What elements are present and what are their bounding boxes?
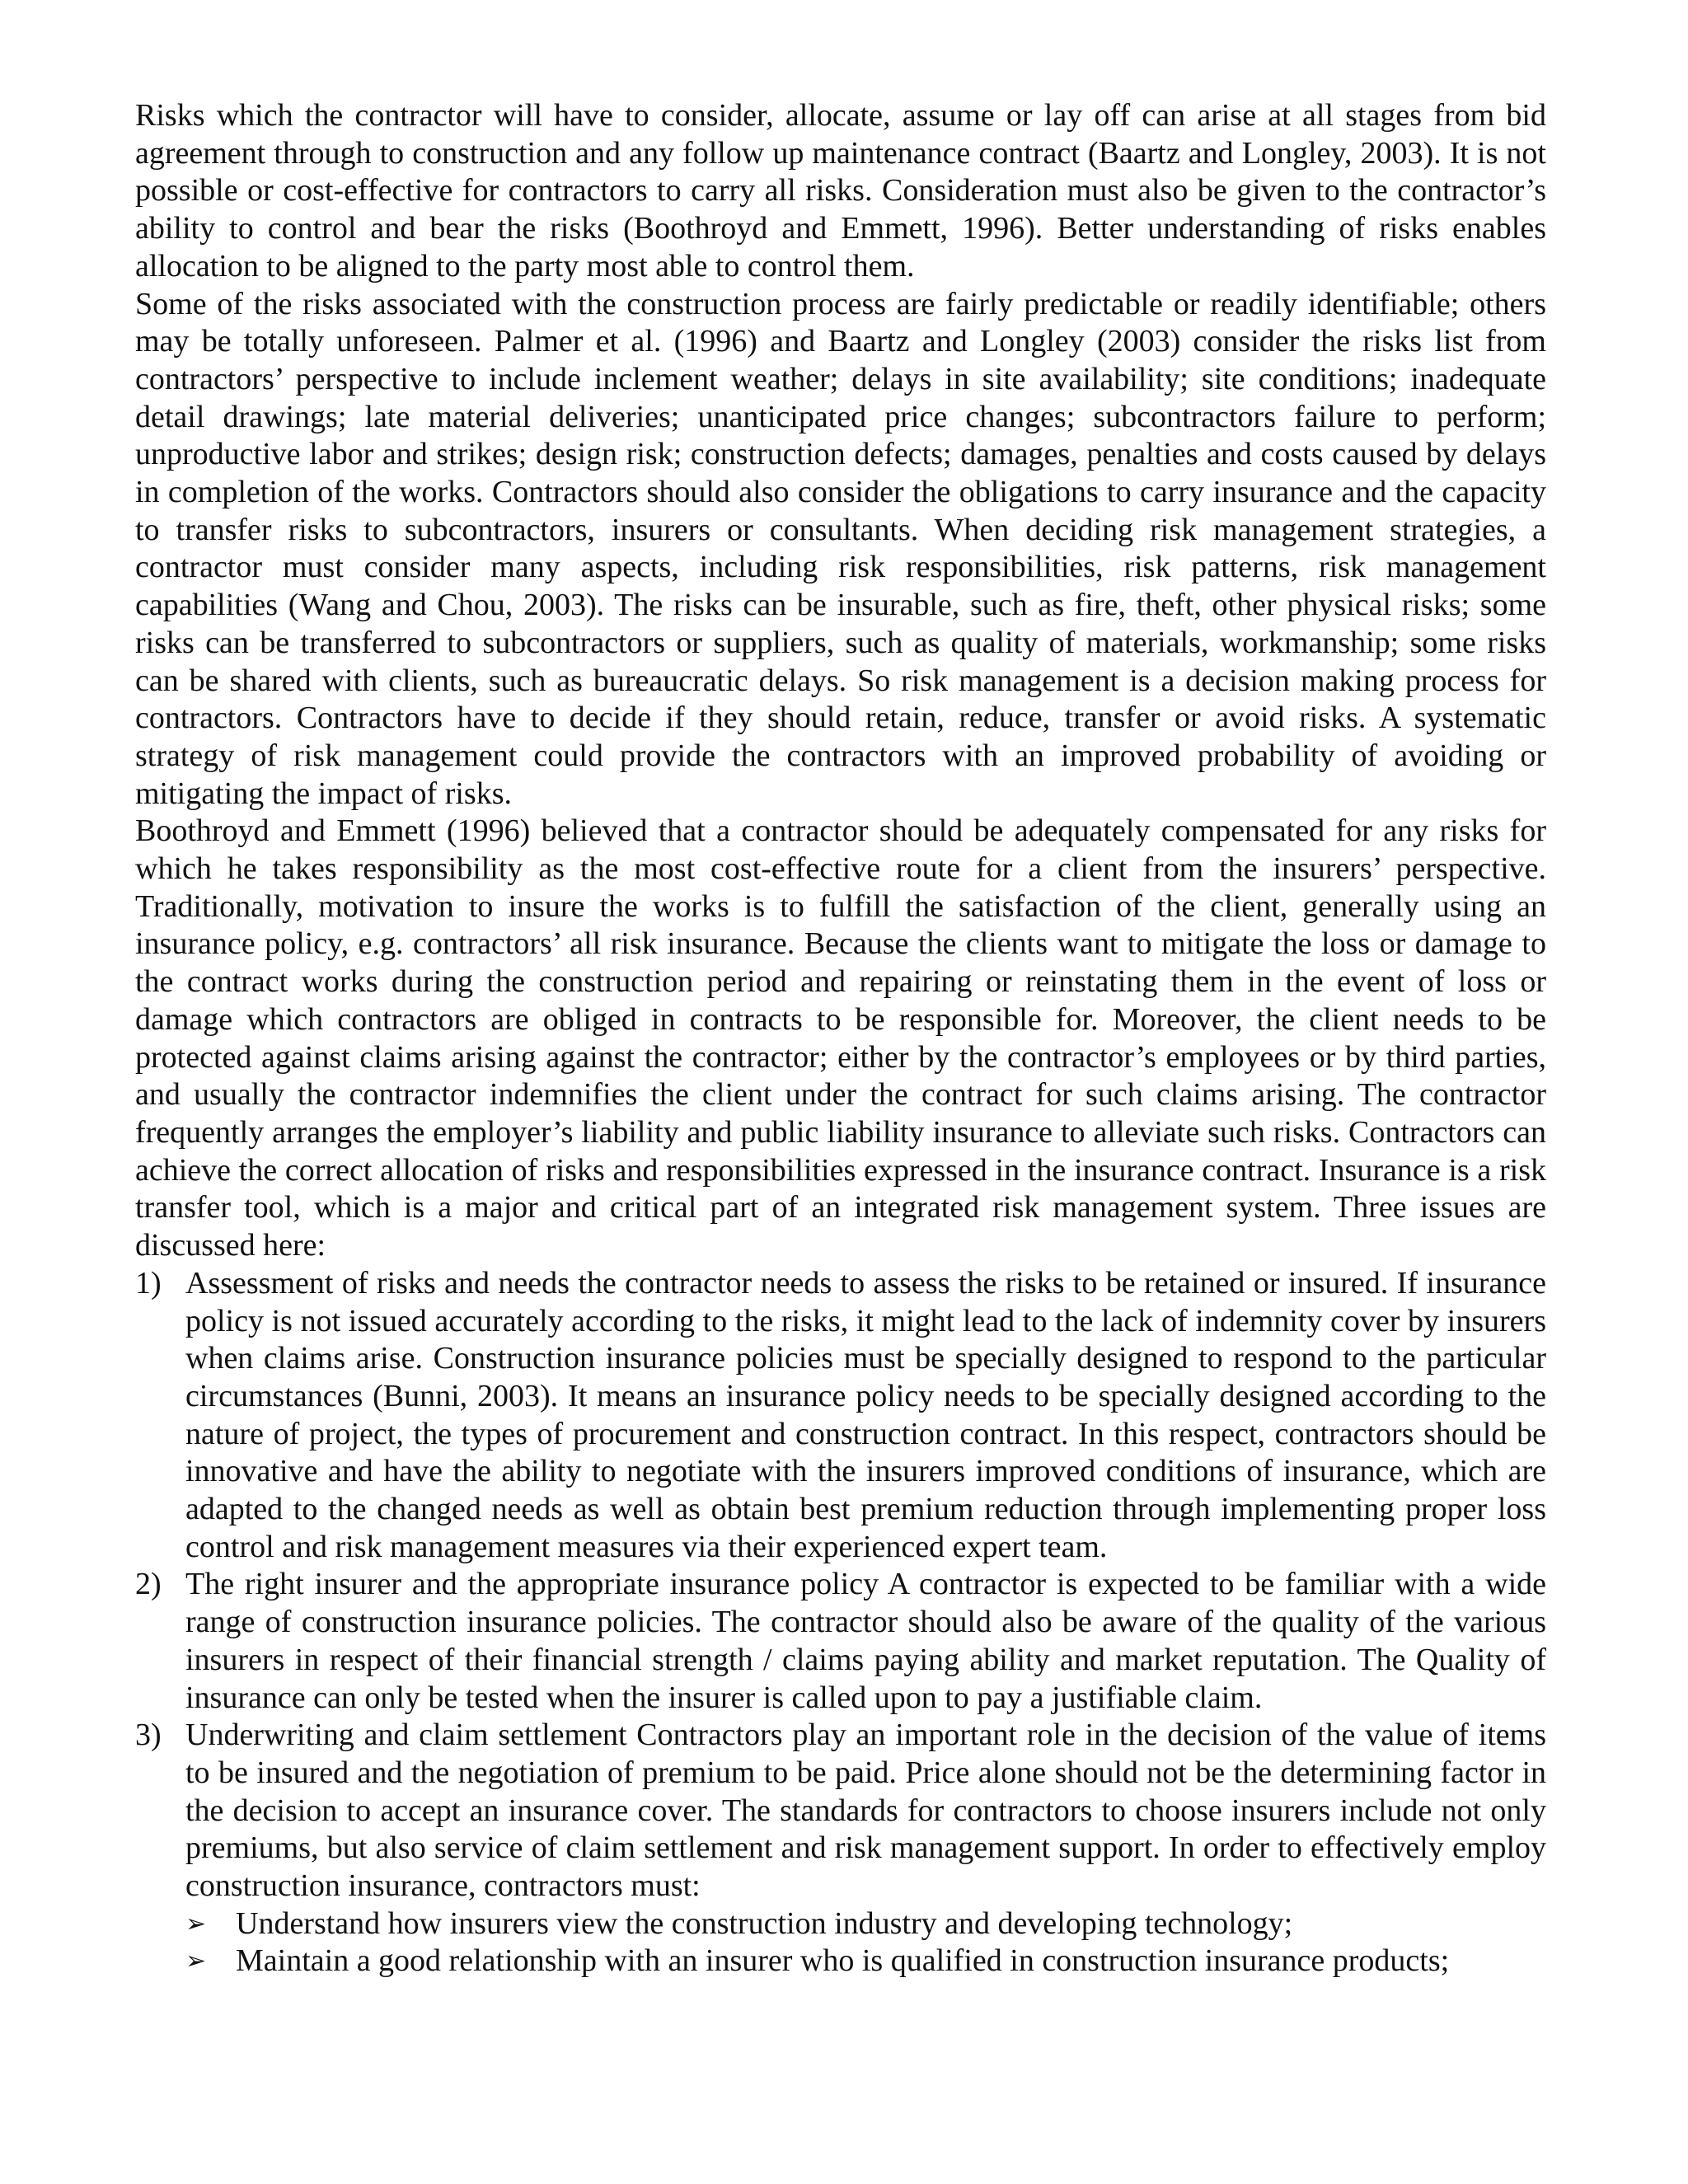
document-page [135,97,1546,1980]
bullet-list-item [185,1943,1546,1980]
contractor-requirements-list [185,1905,1546,1980]
arrow-bullet-icon: ➢ [185,1947,207,1976]
list-item-text: Assessment of risks and needs the contractor needs to assess the risks to be retained or insured. If insurance policy is not issued accurately according to the risks, it might lead to the lack of indemnity cover by insurers when claims arise. Construction insurance policies must be specially designed to respond to the particular circumstances (Bunni, 2003). It means an insurance policy needs to be specially designed according to the nature of project, the types of procurement and construction contract. In this respect, contractors should be innovative and have the ability to negotiate with the insurers improved conditions of insurance, which are adapted to the changed needs as well as obtain best premium reduction through implementing proper loss control and risk management measures via their experienced expert team. [185,1265,1546,1564]
paragraph-insurance-motivation: Boothroyd and Emmett (1996) believed that a contractor should be adequately compensated for any risks for which he takes responsibility as the most cost-effective route for a client from the insurers’ perspective. Traditionally, motivation to insure the works is to fulfill the satisfaction of the client, generally using an insurance policy, e.g. contractors’ all risk insurance. Because the clients want to mitigate the loss or damage to the contract works during the construction period and repairing or reinstating them in the event of loss or damage which contractors are obliged in contracts to be responsible for. Moreover, the client needs to be protected against claims arising against the contractor; either by the contractor’s employees or by third parties, and usually the contractor indemnifies the client under the contract for such claims arising. The contractor frequently arranges the employer’s liability and public liability insurance to alleviate such risks. Contractors can achieve the correct allocation of risks and responsibilities expressed in the insurance contract. Insurance is a risk transfer tool, which is a major and critical part of an integrated risk management system. Three issues are discussed here: [135,813,1546,1263]
bullet-list-item [185,1905,1546,1943]
issues-numbered-list [135,1265,1546,1980]
numbered-list-item [135,1265,1546,1567]
list-number-marker: 2) [135,1567,162,1602]
paragraph-risk-types: Some of the risks associated with the construction process are fairly predictable or readily identifiable; others may be totally unforeseen. Palmer et al. (1996) and Baartz and Longley (2003) consider the risks list from contractors’ perspective to include inclement weather; delays in site availability; site conditions; inadequate detail drawings; late material deliveries; unanticipated price changes; subcontractors failure to perform; unproductive labor and strikes; design risk; construction defects; damages, penalties and costs caused by delays in completion of the works. Contractors should also consider the obligations to carry insurance and the capacity to transfer risks to subcontractors, insurers or consultants. When deciding risk management strategies, a contractor must consider many aspects, including risk responsibilities, risk patterns, risk management capabilities (Wang and Chou, 2003). The risks can be insurable, such as fire, theft, other physical risks; some risks can be transferred to subcontractors or suppliers, such as quality of materials, workmanship; some risks can be shared with clients, such as bureaucratic delays. So risk management is a decision making process for contractors. Contractors have to decide if they should retain, reduce, transfer or avoid risks. A systematic strategy of risk management could provide the contractors with an improved probability of avoiding or mitigating the impact of risks. [135,286,1546,811]
arrow-bullet-icon: ➢ [185,1909,207,1938]
list-number-marker: 3) [135,1718,162,1753]
numbered-list-item [135,1717,1546,1980]
numbered-list-item [135,1566,1546,1717]
list-item-text: The right insurer and the appropriate insurance policy A contractor is expected to be familiar with a wide range of construction insurance policies. The contractor should also be aware of the quality of the various insurers in respect of their financial strength / claims paying ability and market reputation. The Quality of insurance can only be tested when the insurer is called upon to pay a justifiable claim. [185,1567,1546,1715]
bullet-item-text: Maintain a good relationship with an insurer who is qualified in construction insurance products; [236,1943,1450,1979]
paragraph-risk-allocation: Risks which the contractor will have to consider, allocate, assume or lay off can arise at all stages from bid agreement through to construction and any follow up maintenance contract (Baartz and Longley, 2003). It is not possible or cost-effective for contractors to carry all risks. Consideration must also be given to the contractor’s ability to control and bear the risks (Boothroyd and Emmett, 1996). Better understanding of risks enables allocation to be aligned to the party most able to control them. [135,98,1546,284]
list-item-text: Underwriting and claim settlement Contractors play an important role in the decision of the value of items to be insured and the negotiation of premium to be paid. Price alone should not be the determining factor in the decision to accept an insurance cover. The standards for contractors to choose insurers include not only premiums, but also service of claim settlement and risk management support. In order to effectively employ construction insurance, contractors must: [185,1718,1546,1904]
bullet-item-text: Understand how insurers view the construction industry and developing technology; [236,1905,1293,1941]
list-number-marker: 1) [135,1265,162,1301]
